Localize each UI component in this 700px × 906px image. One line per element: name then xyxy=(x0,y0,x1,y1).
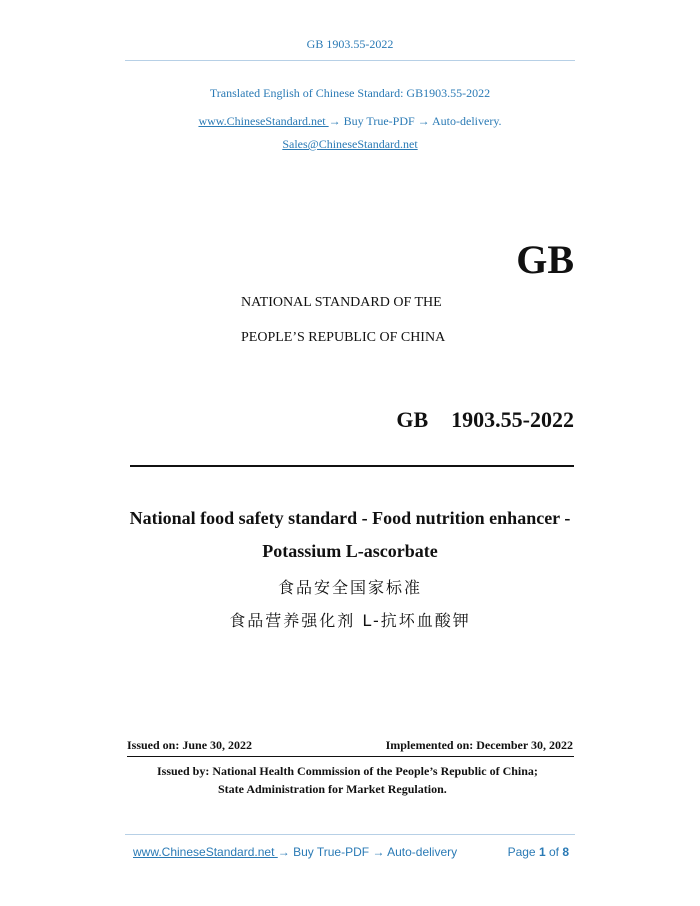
footer-promo xyxy=(133,845,457,859)
buy-text: Buy True-PDF xyxy=(340,114,418,128)
chinese-title-line1: 食品安全国家标准 xyxy=(277,578,422,597)
page-indicator xyxy=(508,845,569,859)
page-label: Page xyxy=(507,845,539,859)
footer-site-link[interactable]: www.ChineseStandard.net xyxy=(133,845,278,859)
email-link[interactable]: Sales@ChineseStandard.net xyxy=(282,137,418,151)
site-link[interactable]: www.ChineseStandard.net xyxy=(198,114,329,128)
page-number: 1 xyxy=(538,845,546,859)
title-line2: Potassium L-ascorbate xyxy=(262,541,438,561)
gb-logo: GB xyxy=(516,237,574,282)
national-standard-line1: NATIONAL STANDARD OF THE xyxy=(241,295,442,310)
footer-buy-text: Buy True-PDF xyxy=(289,845,373,859)
implemented-on: Implemented on: December 30, 2022 xyxy=(385,738,573,752)
promo-line xyxy=(0,114,700,129)
title-line1: National food safety standard - Food nutrition enhancer - xyxy=(129,508,571,528)
standard-number: GB 1903.55-2022 xyxy=(396,407,574,432)
email-line xyxy=(0,137,700,152)
translation-notice: Translated English of Chinese Standard: GB1903.55-2022 xyxy=(209,86,491,100)
arrow-icon: → xyxy=(417,114,430,128)
page-total: 8 xyxy=(562,845,569,859)
issued-by-line2: State Administration for Market Regulation. xyxy=(218,782,447,796)
footer-divider xyxy=(125,834,575,835)
arrow-icon: → xyxy=(328,114,341,128)
of-label: of xyxy=(545,845,563,859)
arrow-icon: → xyxy=(277,845,290,859)
title-divider xyxy=(130,465,574,467)
issued-by-line1: Issued by: National Health Commission of the People’s Republic of China; xyxy=(157,764,538,778)
issue-divider xyxy=(127,756,574,757)
national-standard-line2: PEOPLE’S REPUBLIC OF CHINA xyxy=(241,330,446,345)
running-header: GB 1903.55-2022 xyxy=(306,37,394,51)
delivery-text: Auto-delivery. xyxy=(429,114,502,128)
issued-on: Issued on: June 30, 2022 xyxy=(127,738,253,752)
footer-delivery-text: Auto-delivery xyxy=(384,845,458,859)
arrow-icon: → xyxy=(372,845,385,859)
chinese-title-line2: 食品营养强化剂 L-抗坏血酸钾 xyxy=(229,611,471,630)
header-divider xyxy=(125,60,575,61)
